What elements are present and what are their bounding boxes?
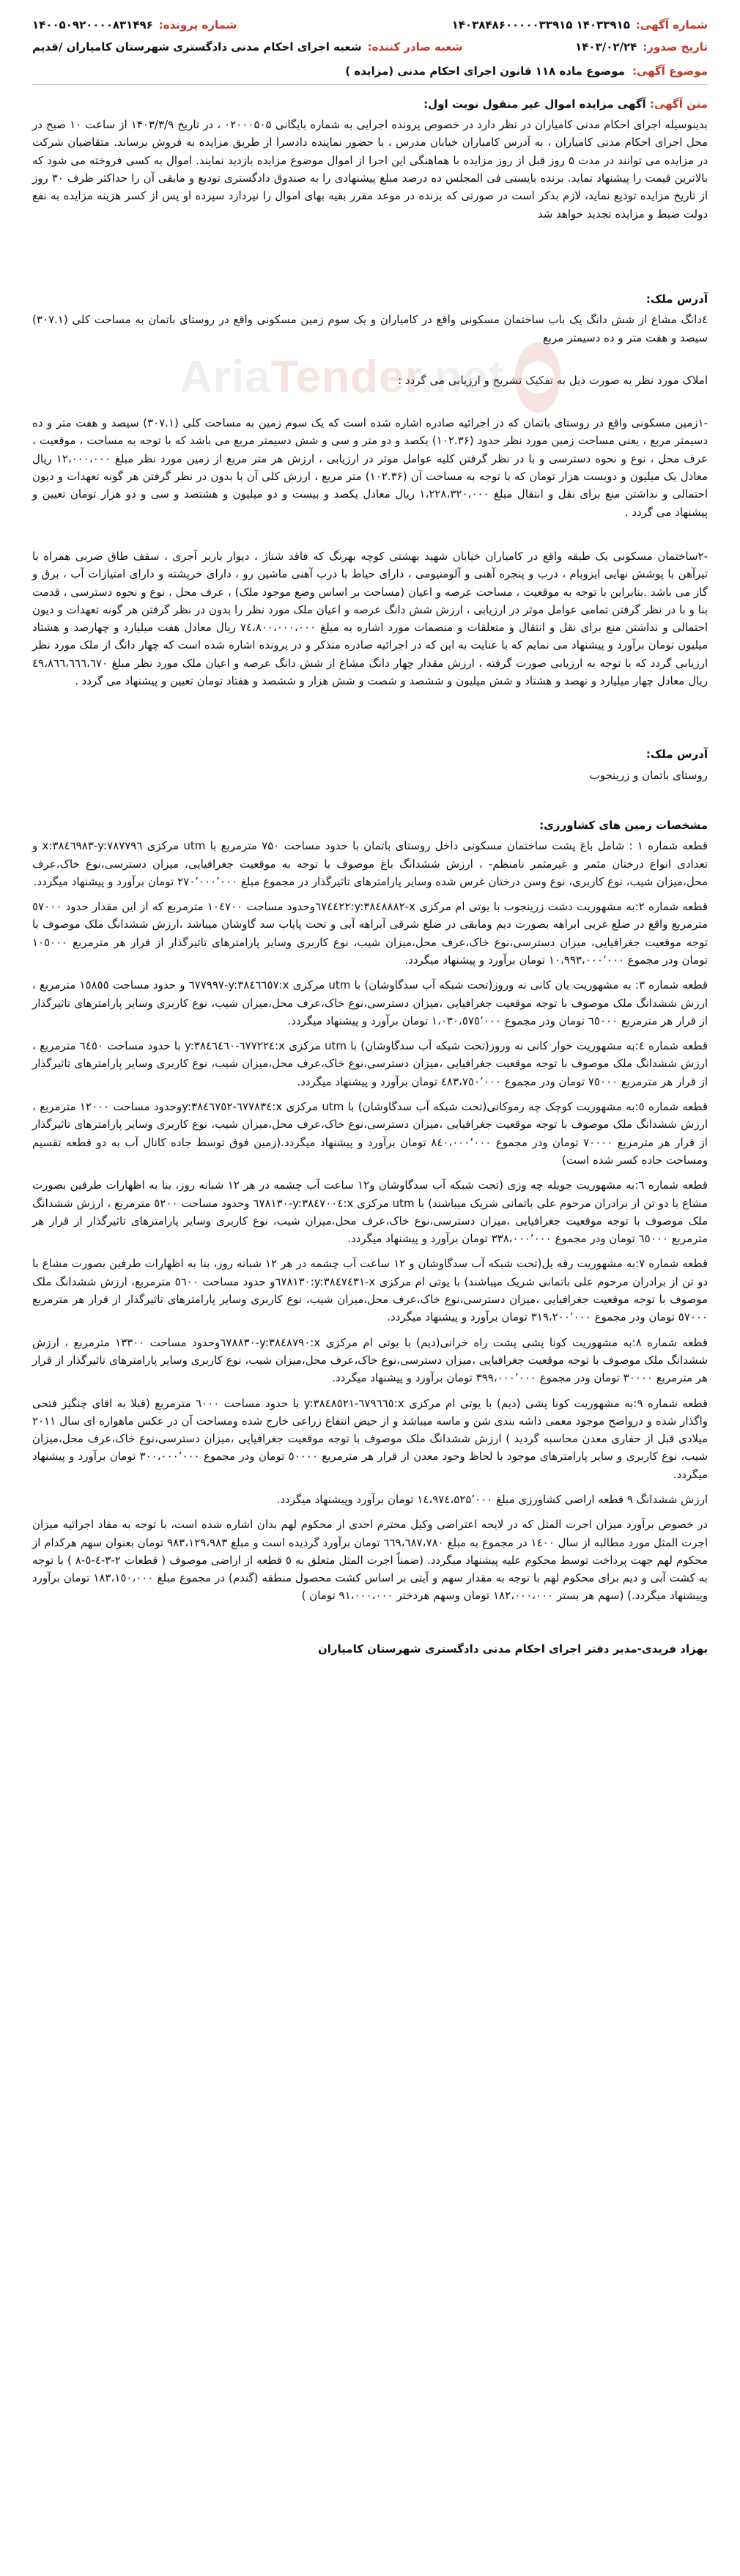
watermark-text-part2: Tender bbox=[270, 351, 421, 402]
subject-label: موضوع آگهی: bbox=[632, 64, 708, 78]
lot-2: قطعه شماره ۲:به مشهوریت دشت زرینجوب با یوتی ام مرکزی y:۳۸٤۸۸۸۲-x:٦۷٤٤۲۲وحدود مساحت ۱۰٤۷۰۰ مترمربع که از این مقدار حدود ٥۷۰۰۰ مترمربع واقع در ضلع غربی ابراهه بصورت دیم ومابقی در ضلع شرقی آبراهه آبی و تحت پایاب سد گاوشان میباشد ،ارزش ششدانگ ملک موصوف با توجه موقعیت جغرافیایی، میزان دسترسی،نوع خاک،عرف محل،میزان شیب، نوع کاربری وسایر پارامترهای تاثیرگذار از قرار هر مترمربع ۱۰٥۰۰۰ تومان ودر مجموع ۱۰،۹۹۳،۰۰۰٬۰۰۰ تومان برآورد و پیشنهاد میگردد. bbox=[32, 900, 708, 967]
address-title: آدرس ملک: bbox=[645, 292, 708, 306]
lot-4: قطعه شماره ٤:به مشهوریت خوار کانی نه وروز(تحت شبکه آب سدگاوشان) با utm مرکزی x:٦۷۷۲۲٤-y:۳۸٤٦٤٦۰ با حدود مساحت ٦٤٥۰ مترمربع ، ارزش ششدانگ ملک موصوف با توجه موقعیت جغرافیایی ،میزان دسترسی،نوع خاک،عرف محل،میزان شیب، نوع کاربری وسایر پارامترهای تاثیرگذار از قرار هر مترمربع ۷٥۰۰۰ تومان ودر مجموع ٤۸۳،۷٥۰٬۰۰۰ تومان برآورد و پیشنهاد میگردد. bbox=[32, 1039, 708, 1088]
subject-row bbox=[32, 62, 708, 85]
lot-1: قطعه شماره ۱ : شامل باغ پشت ساختمان مسکونی داخل روستای باتمان با حدود مساحت ۷۵۰ مترمربع با utm مرکزی x:۳۸٤٦۹۸۳-y:۷۸۷۷۹٦ و تعدادی انواع درختان مثمر و غیرمثمر نامنظم- ، ارزش ششدانگ باغ موصوف با توجه به موقعیت جغرافیایی، میزان دسترسی،نوع خاک،عرف محل،میزان شیب، نوع کاربری، نوع وسن درختان غرس شده وسایر پارامترهای تاثیرگذار در مجموع مبلغ ۲۷۰٬۰۰۰٬۰۰۰ تومان برآورد و پیشنهاد میگردد. bbox=[32, 839, 708, 888]
final-paragraph: در خصوص برآورد میزان اجرت المثل که در لایحه اعتراضی وکیل محترم احدی از محکوم لهم بدان اشاره شده است، با توجه به مفاد اجرائیه میزان اجرت المثل مورد مطالبه از سال ۱٤۰۰ در مجموع به مبلغ ٦٦۹،٦۸۷،۷۸۰ تومان برآورد گردیده است و مبلغ ۹۸۳،۱۲۹،۹۸۳ تومان بعنوان سهم هرکدام از محکوم لهم جهت پرداخت توسط محکوم علیه پیشنهاد میگردد. (ضمناً اجرت المثل متعلق به ٥ قطعه از اراضی موصوف ( قطعات ۲-۳-٤-٥-۸ ) با توجه به کشت آبی و دیم برای محکوم لهم با توجه به مقدار سهم و آیتی بر اساس کشت محصول منطقه (گندم) در مجموع مبلغ ۱۸۳،۱٥۰،۰۰۰ تومان برآورد وپیشنهاد میگردد.) (سهم هر بستر ۱۸۲،۰۰۰،۰۰۰ تومان وسهم هردختر ۹۱،۰۰۰،۰۰۰ تومان ) bbox=[32, 1518, 708, 1603]
issue-date-value: ۱۴۰۳/۰۲/۲۴ bbox=[575, 40, 637, 54]
issuer-value: شعبه اجرای احکام مدنی دادگستری شهرستان کامیاران /قدیم bbox=[32, 40, 362, 54]
lot-7: قطعه شماره ۷:به مشهوریت رقه یل(تحت شبکه آب سدگاوشان و ۱۲ ساعت آب چشمه در هر ۱۲ شبانه روز، بنا به اظهارات طرفین بصورت مشاع با دو تن از برادران مرحوم علی باتمانی شریک میباشند) با یوتی ام مرکزی y:۳۸٤۷٤۳۱-x:٦۷۸۱۳۰و حدود مساحت ٥٦۰۰ مترمربع، ارزش ششدانگ ملک موصوف با توجه موقعیت جغرافیایی ،میزان دسترسی،نوع خاک،عرف محل،میزان شیب، نوع کاربری وسایر پارامترهای تاثیرگذار از قرار هر مترمربع ٥۷۰۰۰ تومان ودر مجموع ۳۱۹،۲۰۰٬۰۰۰ تومان برآورد و پیشنهاد میگردد. bbox=[32, 1257, 708, 1324]
doc-number-label: شماره پرونده: bbox=[158, 18, 237, 32]
item-2-text: -۲ساختمان مسکونی یک طبقه واقع در کامیاران خیابان شهید بهشتی کوچه بهرنگ که فاقد شناژ ، دیوار باربر آجری ، سقف طاق ضربی همراه با تیرآهن با پوشش نهایی ایزوبام ، درب و پنجره آهنی و آلومنیومی ، دارای حیاط با درب آهنی ماشین رو ، دارای خرپشته و دارای امتیازات آب ، برق و گاز می باشد .بنابراین با توجه به موقعیت ، مساحت عرصه و اعیان (مساحت بر اساس وضع موجود ملک) ، عرف محل ، نوع و نحوه دسترسی ، قدمت بنا و با در نظر گرفتن تمامی عوامل موثر در ارزیابی ، ارزش شش دانگ عرصه و اعیان ملک مورد نظر را بدون در نظر گرفتن هر گونه تعهدات و دیون احتمالی و نداشتن منع برای نقل و انتقال و متعلقات و منضمات مورد اشاره به مبلغ ۷٤،۸۰۰،۰۰۰،۰۰۰ ریال معادل هفت میلیارد و چهارصد و هشتاد میلیون تومان برآورد و پیشنهاد می نمایم که با عنایت به این که در اجرائیه صادره متذکر و در پرونده اشاره شده است که چهار دانگ از ملک مورد نظر ارزیابی گردد که با توجه به ارزیابی صورت گرفته ، ارزش مقدار چهار دانگ مشاع از شش دانگ عرصه و اعیان ملک مورد نظر مبلغ ٤۹،۸٦٦،٦٦٦،٦٧۰ ریال معادل چهار میلیارد و نهصد و هشتاد و شش میلیون و ششصد و شصت و شش هزار و ششصد و هفتاد تومان تعیین و پیشنهاد می گردد . bbox=[32, 549, 708, 688]
total-line: ارزش ششدانگ ۹ قطعه اراضی کشاورزی مبلغ ۱٤،۹۷٤،۵۲۵٬۰۰۰ تومان برآورد وپیشنهاد میگردد. bbox=[276, 1493, 708, 1506]
specs-title: مشخصات زمین های کشاورزی: bbox=[539, 818, 708, 832]
body-heading: متن آگهی: bbox=[649, 97, 708, 111]
list-intro: املاک مورد نظر به صورت ذیل به تفکیک تشریح و ارزیابی می گردد : bbox=[398, 373, 708, 387]
ad-number-value: ۱۴۰۳۳۹۱۵ ۱۴۰۳۸۴۸۶۰۰۰۰۰۳۳۹۱۵ bbox=[451, 18, 630, 32]
issuer bbox=[32, 38, 462, 56]
address-text: ٤دانگ مشاع از شش دانگ یک باب ساختمان مسکونی واقع در کامیاران و یک سوم زمین مسکونی واقع در روستای باتمان به مساحت کلی (۳۰۷.۱) سیصد و هفت متر و ده دسیمتر مربع bbox=[32, 313, 708, 344]
doc-number bbox=[32, 16, 237, 34]
intro-title: آگهی مزایده اموال غیر منقول نوبت اول: bbox=[423, 97, 646, 111]
lot-5: قطعه شماره ٥:به مشهوریت کوچک چه رموکانی(تحت شبکه آب سدگاوشان) با utm مرکزی x:٦۷۷۸۳٤-y:۳۸٤٦۷٥۲وحدود مساحت ۱۲۰۰۰ مترمربع ، ارزش ششدانگ ملک موصوف با توجه موقعیت جغرافیایی ،میزان دسترسی،نوع خاک،عرف محل،میزان شیب، نوع کاربری وسایر پارامترهای تاثیرگذار از قرار هر مترمربع ۷۰۰۰۰ تومان ودر مجموع ۸٤۰،۰۰۰٬۰۰۰ تومان برآورد و پیشنهاد میگردد.(زمین فوق توسط جاده کانال آب به دو قطعه تقسیم ومساحت جاده کسر شده است) bbox=[32, 1100, 708, 1167]
section2-address-text: روستای باتمان و زرینجوب bbox=[589, 768, 708, 782]
ad-number-label: شماره آگهی: bbox=[635, 18, 708, 32]
watermark-text-part3: .net bbox=[421, 351, 505, 402]
section2-address-title: آدرس ملک: bbox=[645, 748, 708, 761]
header-row-1 bbox=[32, 16, 708, 34]
subject-text: موضوع ماده ۱۱۸ قانون اجرای احکام مدنی (مزایده ) bbox=[345, 64, 625, 78]
header-row-2 bbox=[32, 38, 708, 56]
ad-number bbox=[452, 16, 708, 34]
lot-8: قطعه شماره ۸:به مشهوریت کونا پشی پشت راه خرانی(دیم) با یوتی ام مرکزی x:٦۷۸۸۳۰-y:۳۸٤۸۷۹۰وحدود مساحت ۱۳۳۰۰ مترمربع ، ارزش ششدانگ ملک موصوف با توجه موقعیت جغرافیایی ،میزان دسترسی،نوع خاک،عرف محل،میزان شیب، نوع کاربری وسایر پارامترهای تاثیرگذار از قرار هر مترمربع ۳۰۰۰۰ تومان ودر مجموع ۳۹۹،۰۰۰٬۰۰۰ تومان برآورد و پیشنهاد میگردد. bbox=[32, 1335, 708, 1385]
issuer-label: شعبه صادر کننده: bbox=[367, 40, 463, 54]
item-2 bbox=[32, 547, 708, 690]
doc-number-value: ۱۴۰۰۵۰۹۲۰۰۰۰۸۳۱۴۹۶ bbox=[32, 18, 153, 32]
body-heading-line bbox=[32, 95, 708, 113]
item-1 bbox=[32, 414, 708, 521]
lot-3: قطعه شماره ۳: به مشهوریت یان کانی نه وروز(تحت شبکه آب سدگاوشان) با utm مرکزی x:٦۷۷۹٩۷-y:۳۸٤٦٦٥۷ و حدود مساحت ۱٥۸٥٥ مترمربع ، ارزش ششدانگ ملک موصوف با توجه موقعیت جغرافیایی ،میزان دسترسی،نوع خاک،عرف محل،میزان شیب، نوع کاربری وسایر پارامترهای تاثیرگذار از قرار هر مترمربع ٦٥۰۰۰ تومان ودر مجموع ۱،۰۳۰،٥۷٥٬۰۰۰ تومان برآورد و پیشنهاد میگردد. bbox=[32, 978, 708, 1027]
lot-6: قطعه شماره ٦:به مشهوریت جویله چه وزی (تحت شبکه آب سدگاوشان و۱۲ ساعت آب چشمه در هر ۱۲ شبانه روز، بنا به اظهارات طرفین بصورت مشاع با دو تن از برادران مرحوم علی باتمانی شریک میباشند) با utm مرکزی x:٦۷۸۱۳۰-y:۳۸٤۷۰۰٤ وحدود مساحت ٥٢۰۰ مترمربع ، ارزش ششدانگ ملک موصوف با توجه موقعیت جغرافیایی ،میزان دسترسی،نوع خاک،عرف محل،میزان شیب، نوع کاربری وسایر پارامترهای تاثیرگذار از قرار هر مترمربع ٦٥۰۰۰ تومان ودر مجموع ۳۳۸،۰۰۰٬۰۰۰ تومان برآورد و پیشنهاد میگردد. bbox=[32, 1178, 708, 1246]
watermark-text-part1: Aria bbox=[180, 351, 271, 402]
issue-date-label: تاریخ صدور: bbox=[643, 40, 708, 54]
signature: بهزاد فریدی-مدیر دفتر اجرای احکام مدنی دادگستری شهرستان کامیاران bbox=[317, 1642, 708, 1656]
section-2 bbox=[32, 745, 708, 1658]
intro-paragraph: بدینوسیله اجرای احکام مدنی کامیاران در نظر دارد در خصوص پرونده اجرایی به شماره بایگانی ۰۲۰۰۰۵۰۵ ، در تاریخ ۱۴۰۳/۳/۹ از ساعت ۱۰ صبح در محل اجرای احکام مدنی کامیاران ، به آدرس کامیاران خیابان مدرس ، با حضور نماینده دادسرا از طریق مزایده به فروش برساند. متقاضیان شرکت در مزایده می توانند در مدت ۵ روز قبل از روز مزایده با هماهنگی این اجرا از اموال موضوع مزایده بازدید نمایند. اموال به کسی فروخته می شود که بالاترین قیمت را پیشنهاد نماید. برنده بایستی فی المجلس ده درصد مبلغ پیشنهادی را به صندوق دادگستری تودیع و مابقی آن را حداکثر ظرف ۳۰ روز از تاریخ مزایده تودیع نماید، لازم بذکر است در صورتی که برنده در موعد مقرر بقیه بهای اموال را نپردازد سپرده او پس از کسر هزینه مزایده به نفع دولت ضبط و مزایده تجدید خواهد شد bbox=[32, 118, 708, 221]
issue-date bbox=[575, 38, 708, 56]
item-1-text: -۱زمین مسکونی واقع در روستای باتمان که در اجرائیه صادره اشاره شده است که یک سوم زمین به مساحت کلی (۳۰۷.۱) سیصد و هفت متر و ده دسیمتر مربع ، یعنی مساحت زمین مورد نظر حدود (۱۰۲.۳۶) یکصد و دو متر و سی و شش دسیمتر مربع می باشد که با توجه به مساحت ، موقعیت ، عرف محل ، نوع و نحوه دسترسی و با در نظر گرفتن کلیه عوامل موثر در ارزیابی ، ارزش هر متر مربع از زمین مورد نظر مبلغ ۱۲،۰۰۰،۰۰۰ ریال معادل یک میلیون و دویست هزار تومان که با توجه به مساحت آن (۱۰۲.۳۶) متر مربع ، ارزش کلی آن با بدون در نظر گرفتن هر گونه تعهدات و دیون احتمالی و نداشتن منع برای نقل و انتقال مبلغ ۱،۲۲۸،۳۲۰،۰۰۰ ریال معادل یکصد و بیست و دو میلیون و هشتصد و سی و دو هزار تومان تعیین و پیشنهاد می گردد . bbox=[32, 416, 708, 519]
lot-9: قطعه شماره ۹:به مشهوریت کونا پشی (دیم) با یوتی ام مرکزی x:٦۷۹٦٦٥-y:۳۸٤۸٥۲۱ با حدود مساحت ٦۰۰۰ مترمربع (قبلا به اقای چنگیز فتحی واگذار شده و درواضح موجود معمی داشه بندی شن و ماسه میباشد و از حیض انتفاع زراعی خارج شده ومساحت آن در عکس ماهواره ای سال ۲۰۱۱ میلادی قبل از حفاری معدن محاسبه گردید ) ارزش ششدانگ ملک موصوف با توجه موقعیت جغرافیایی ،میزان دسترسی،نوع خاک،عرف محل،میزان شیب، نوع کاربری و سایر پارامترهای موجود با لحاظ وجود معدن از قرار هر مترمربع ٥۰۰۰۰ تومان ودر مجموع ۳۰۰،۰۰۰٬۰۰۰ تومان برآورد و پیشنهاد میگردد. bbox=[32, 1396, 708, 1481]
